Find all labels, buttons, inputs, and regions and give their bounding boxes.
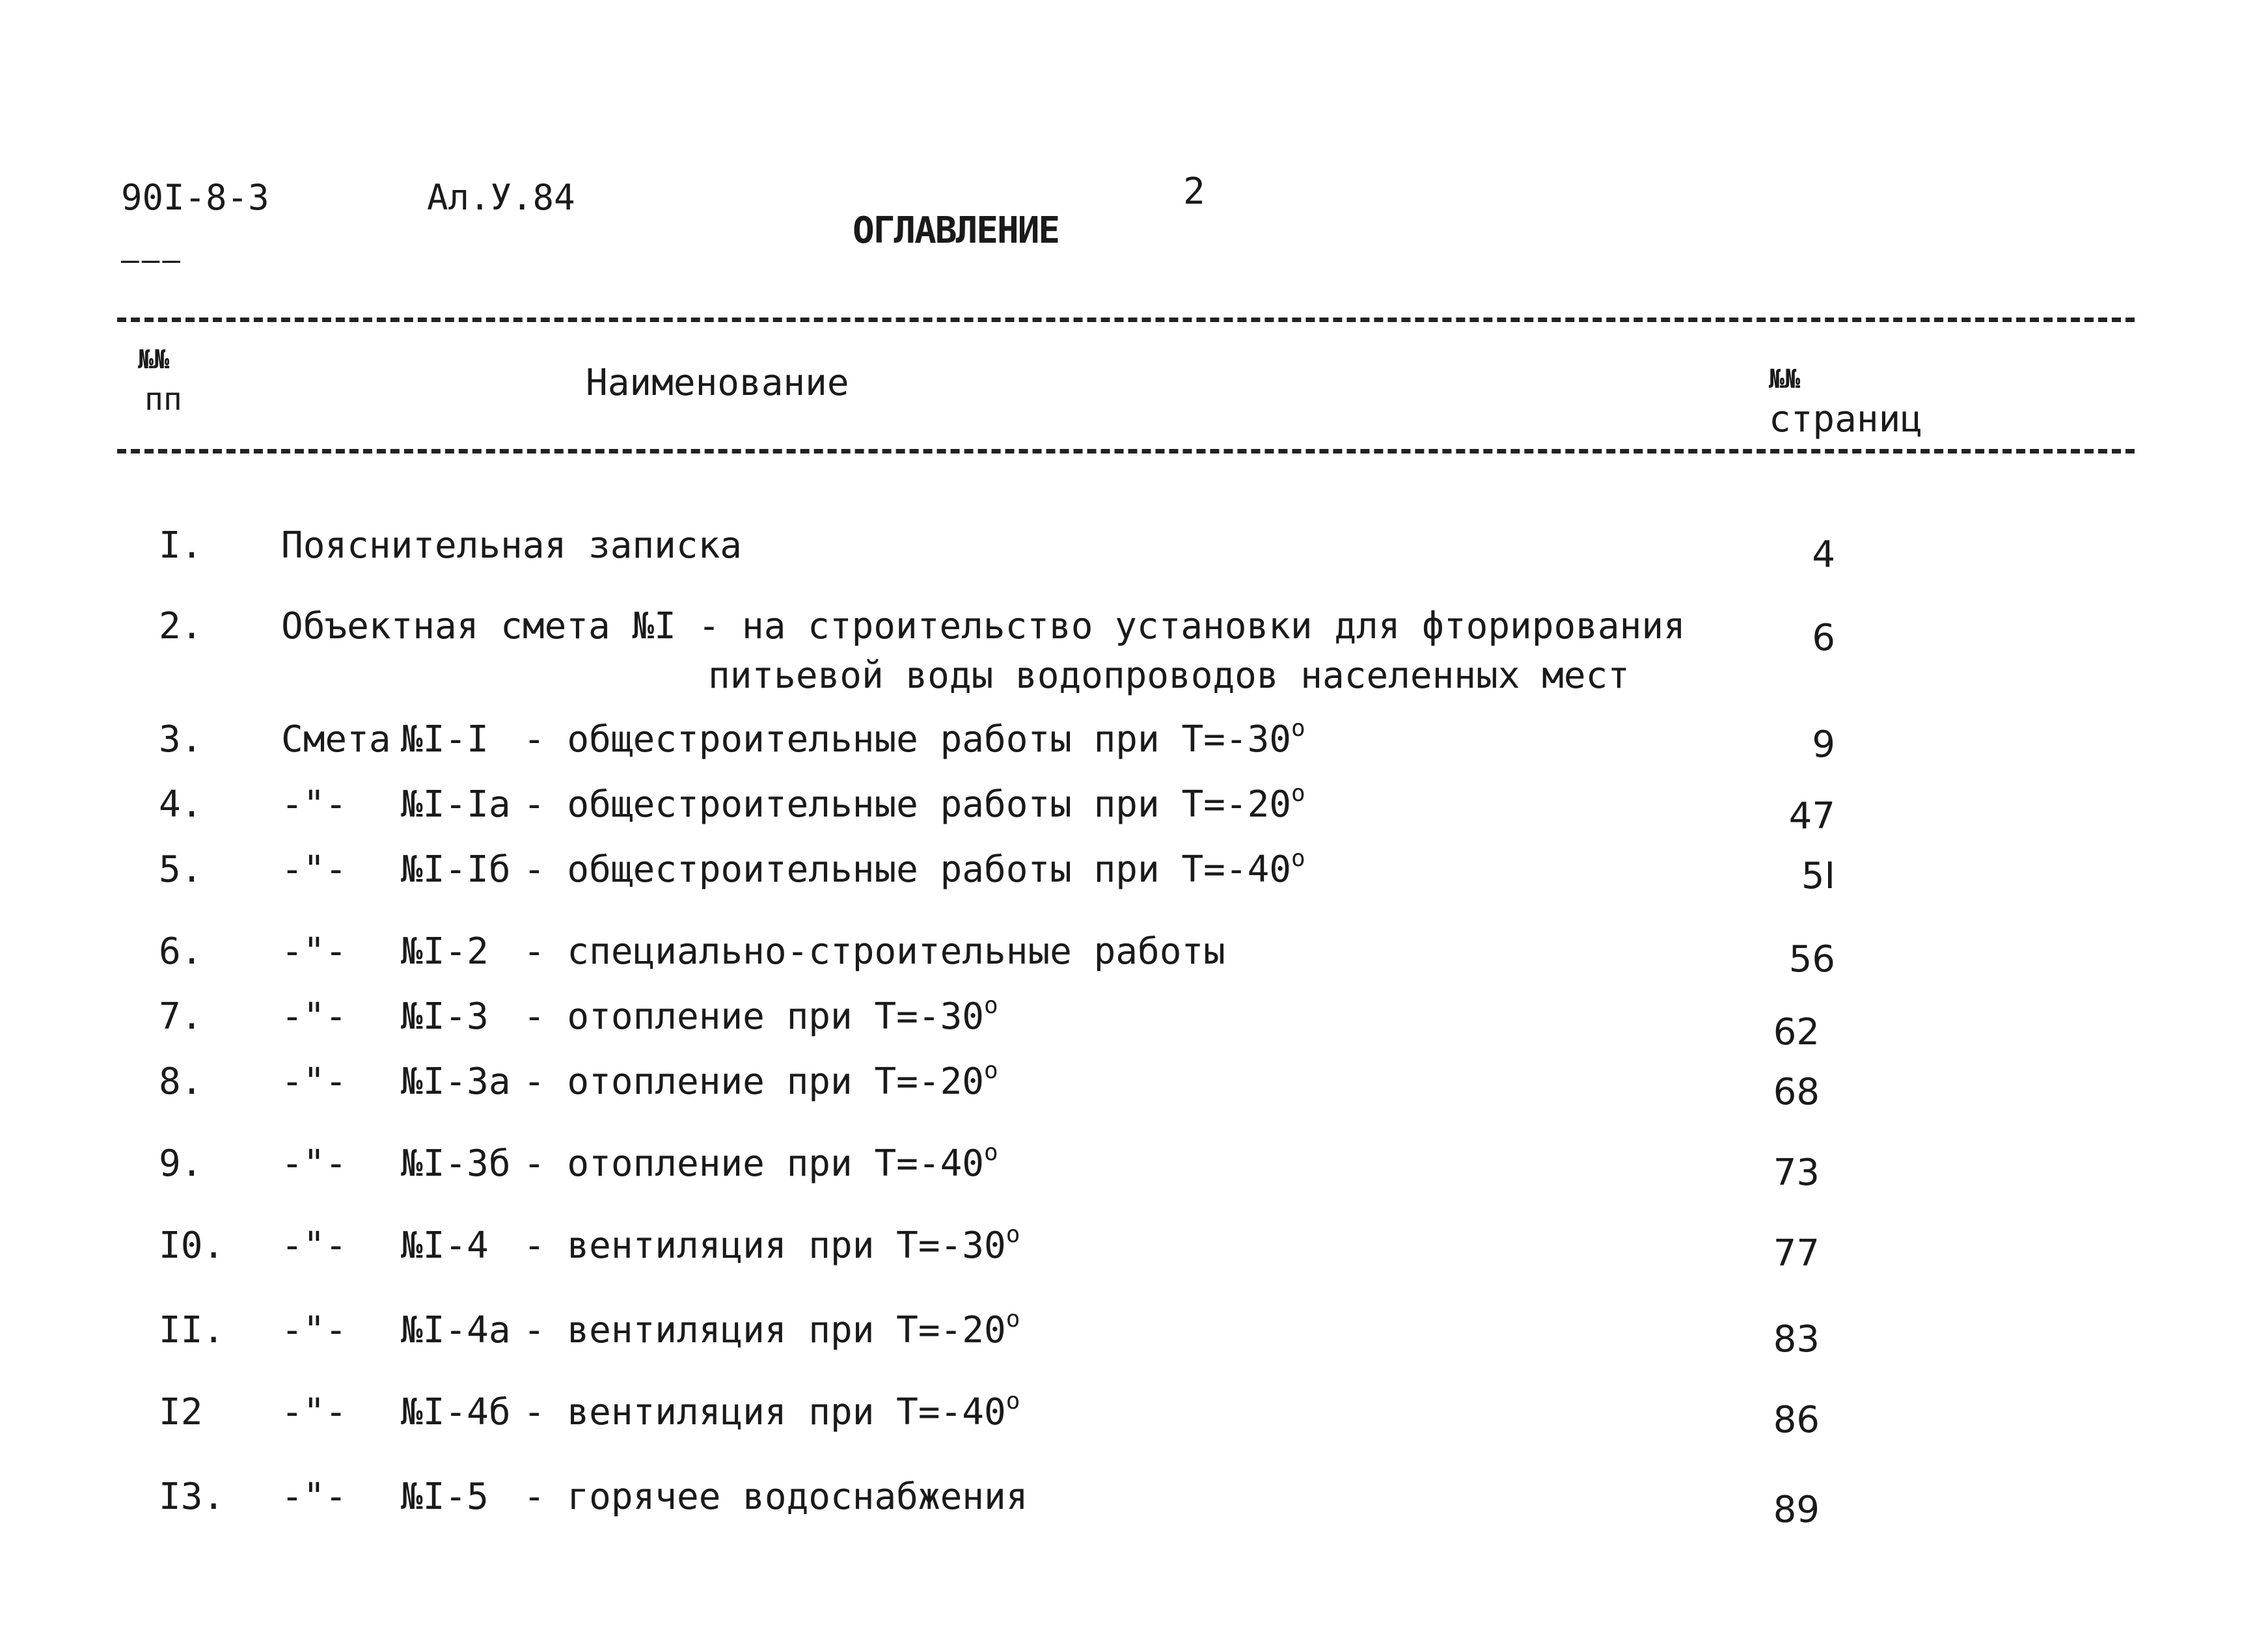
row-description-text: - вентиляция при Т=-30 — [523, 1225, 1006, 1267]
row-page: 86 — [1773, 1399, 1820, 1441]
row-description — [523, 1388, 1020, 1433]
row-description-text: - общестроительные работы при Т=-20 — [523, 783, 1292, 826]
degree-mark: о — [1005, 1221, 1020, 1248]
row-ditto: -"- — [281, 1391, 348, 1433]
row-estimate-code: №I-5 — [401, 1476, 489, 1518]
degree-mark: о — [1005, 1306, 1020, 1333]
row-description: Объектная смета №I - на строительство установки для фторирования — [281, 605, 1686, 647]
row-estimate-code: №I-3 — [401, 995, 489, 1038]
row-ditto: -"- — [281, 930, 348, 973]
row-page: 89 — [1773, 1489, 1820, 1531]
row-number: I3. — [159, 1476, 225, 1518]
row-ditto: -"- — [281, 1225, 348, 1267]
row-description — [523, 1139, 998, 1185]
document-code: 90I-8-3 — [121, 177, 269, 218]
row-description — [523, 1306, 1020, 1351]
row-estimate-code: №I-I — [401, 718, 489, 761]
degree-mark: о — [1291, 845, 1305, 872]
row-number: 6. — [159, 930, 203, 973]
row-number: 4. — [159, 783, 203, 826]
dashed-rule-top — [117, 318, 2135, 322]
row-page: 73 — [1773, 1152, 1820, 1194]
row-ditto: -"- — [281, 783, 348, 826]
row-page: 9 — [1812, 724, 1835, 766]
column-header-name: Наименование — [586, 362, 849, 404]
row-number: 5. — [159, 848, 203, 891]
album-number: Ал.У.84 — [427, 177, 575, 218]
row-estimate-code: №I-Iб — [401, 848, 511, 891]
row-description: - горячее водоснабжения — [523, 1476, 1028, 1518]
row-page: 5I — [1801, 855, 1835, 897]
row-description — [523, 1057, 998, 1103]
row-number: 9. — [159, 1143, 203, 1185]
row-description — [523, 715, 1305, 761]
row-estimate-code: №I-4а — [401, 1309, 511, 1351]
row-estimate-code: №I-2 — [401, 930, 489, 973]
row-ditto: -"- — [281, 1309, 348, 1351]
row-number: II. — [159, 1309, 225, 1351]
row-page: 68 — [1773, 1071, 1820, 1113]
row-description — [523, 1221, 1020, 1267]
row-page: 83 — [1773, 1318, 1820, 1361]
degree-mark: о — [984, 1139, 998, 1166]
row-estimate-code: №I-3б — [401, 1143, 511, 1185]
row-number: I. — [159, 524, 203, 567]
row-number: 3. — [159, 718, 203, 761]
row-ditto: -"- — [281, 1143, 348, 1185]
degree-mark: о — [984, 1057, 998, 1084]
row-estimate-code: №I-Iа — [401, 783, 511, 826]
row-number: I0. — [159, 1225, 225, 1267]
row-ditto: -"- — [281, 848, 348, 891]
row-estimate-label: Смета — [281, 718, 391, 761]
row-page: 77 — [1773, 1232, 1820, 1275]
row-description-text: - общестроительные работы при Т=-30 — [523, 718, 1292, 761]
page-number: 2 — [1183, 170, 1205, 213]
row-description: Пояснительная записка — [281, 524, 743, 567]
column-header-pages-line1: №№ — [1769, 364, 1801, 394]
column-header-pages-line2: страниц — [1769, 398, 1923, 440]
degree-mark: о — [1291, 780, 1305, 807]
row-description — [523, 845, 1305, 891]
page-title: ОГЛАВЛЕНИЕ — [853, 210, 1059, 252]
row-description-text: - отопление при Т=-20 — [523, 1061, 985, 1103]
column-header-no-line2: пп — [144, 381, 182, 418]
row-description-text: - вентиляция при Т=-40 — [523, 1391, 1006, 1433]
degree-mark: о — [1291, 715, 1305, 742]
degree-mark: о — [984, 992, 998, 1019]
row-estimate-code: №I-4б — [401, 1391, 511, 1433]
row-page: 47 — [1788, 795, 1835, 837]
row-page: 6 — [1812, 617, 1835, 659]
row-ditto: -"- — [281, 1476, 348, 1518]
row-page: 56 — [1788, 938, 1835, 981]
document-code-underline: ——— — [121, 242, 184, 277]
column-header-no-line1: №№ — [138, 345, 170, 375]
row-estimate-code: №I-3а — [401, 1061, 511, 1103]
row-description-text: - общестроительные работы при Т=-40 — [523, 848, 1292, 891]
row-description-continued: питьевой воды водопроводов населенных мест — [708, 655, 1630, 697]
row-number: 8. — [159, 1061, 203, 1103]
degree-mark: о — [1005, 1388, 1020, 1415]
row-description-text: - отопление при Т=-30 — [523, 995, 985, 1038]
row-description — [523, 992, 998, 1038]
row-description — [523, 780, 1305, 826]
dashed-rule-bottom — [117, 449, 2135, 454]
row-page: 4 — [1812, 534, 1835, 576]
row-description-text: - вентиляция при Т=-20 — [523, 1309, 1006, 1351]
row-description: - специально-строительные работы — [523, 930, 1225, 973]
row-number: 2. — [159, 605, 203, 647]
row-description-text: - отопление при Т=-40 — [523, 1143, 985, 1185]
row-number: 7. — [159, 995, 203, 1038]
row-page: 62 — [1773, 1011, 1820, 1053]
row-number: I2 — [159, 1391, 203, 1433]
row-ditto: -"- — [281, 1061, 348, 1103]
row-estimate-code: №I-4 — [401, 1225, 489, 1267]
row-ditto: -"- — [281, 995, 348, 1038]
